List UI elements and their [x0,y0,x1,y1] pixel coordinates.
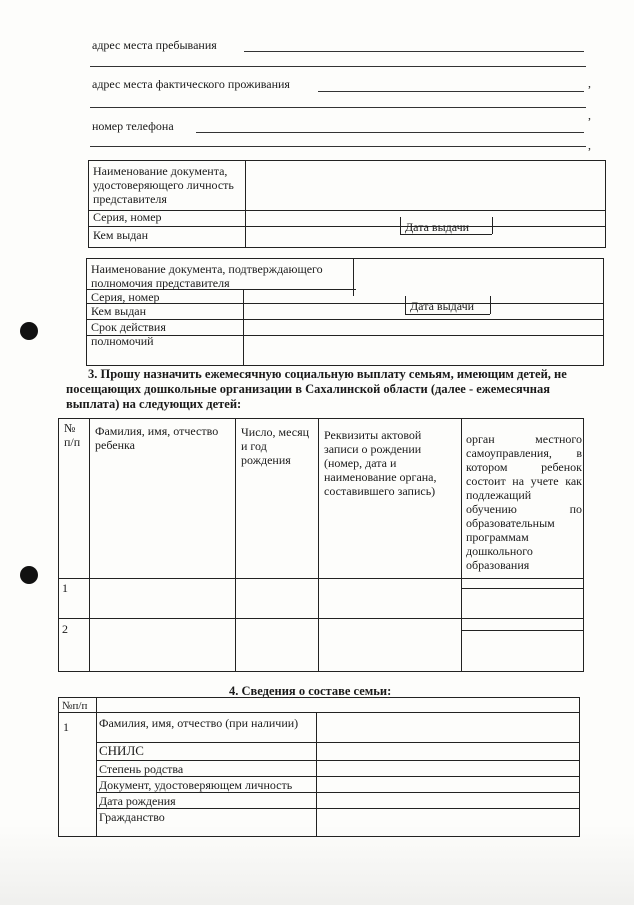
authority-issue-date-label: Дата выдачи [410,299,475,313]
family-num-header: №п/п [62,700,88,712]
punch-hole [20,566,38,584]
child-row-number: 2 [62,622,68,636]
stay-address-field[interactable] [244,51,584,52]
actual-address-field-line2[interactable] [90,107,586,108]
stay-address-label: адрес места пребывания [92,38,217,52]
stay-address-field-line2[interactable] [90,66,586,67]
authority-series-label: Серия, номер [91,290,160,304]
actual-address-label: адрес места фактического проживания [92,77,290,91]
phone-label: номер телефона [92,119,174,133]
comma: , [588,108,591,122]
family-field-fullname: Фамилия, имя, отчество (при наличии) [99,716,299,730]
phone-field[interactable] [196,132,584,133]
family-field-snils: СНИЛС [99,743,144,758]
comma: , [588,138,591,152]
child-row-number: 1 [62,581,68,595]
family-field-birthdate: Дата рождения [99,794,176,808]
punch-hole [20,322,38,340]
col-child-name-header: Фамилия, имя, отчество ребенка [95,424,219,452]
family-field-relation: Степень родства [99,762,184,776]
col-number-header: № п/п [64,421,81,449]
family-field-id-document: Документ, удостоверяющем личность [99,778,293,792]
actual-address-field[interactable] [318,91,584,92]
representative-issue-date-label: Дата выдачи [405,220,470,234]
section3-heading: 3. Прошу назначить ежемесячную социальную выплату семьям, имеющим детей, не посещающих дошкольные организации в Сахалинской области (далее - ежемесячная выплата) на следующих детей: [66,367,567,411]
family-field-citizenship: Гражданство [99,810,165,824]
authority-doc-name-label: Наименование документа, подтверждающего полномочия представителя [91,262,323,290]
representative-issued-by-label: Кем выдан [93,228,149,242]
authority-issued-by-label: Кем выдан [91,304,147,318]
col-birth-record-header: Реквизиты актовой записи о рождении (номер, дата и наименование органа, составившего запись) [324,428,437,498]
representative-doc-name-label: Наименование документа, удостоверяющего личность представителя [93,164,234,206]
scan-shadow [0,825,634,905]
phone-field-line2[interactable] [90,146,586,147]
col-birthdate-header: Число, месяц и год рождения [241,425,310,467]
section4-heading: 4. Сведения о составе семьи: [229,684,392,698]
family-member-number: 1 [63,720,69,734]
comma: , [588,76,591,90]
col-authority-header: орган местного самоуправления, в котором ребенок состоит на учете как подлежащий обучению по образовательным программам дошкольного образования [466,432,582,572]
authority-validity-label: Срок действия полномочий [91,320,166,348]
representative-series-label: Серия, номер [93,210,162,224]
